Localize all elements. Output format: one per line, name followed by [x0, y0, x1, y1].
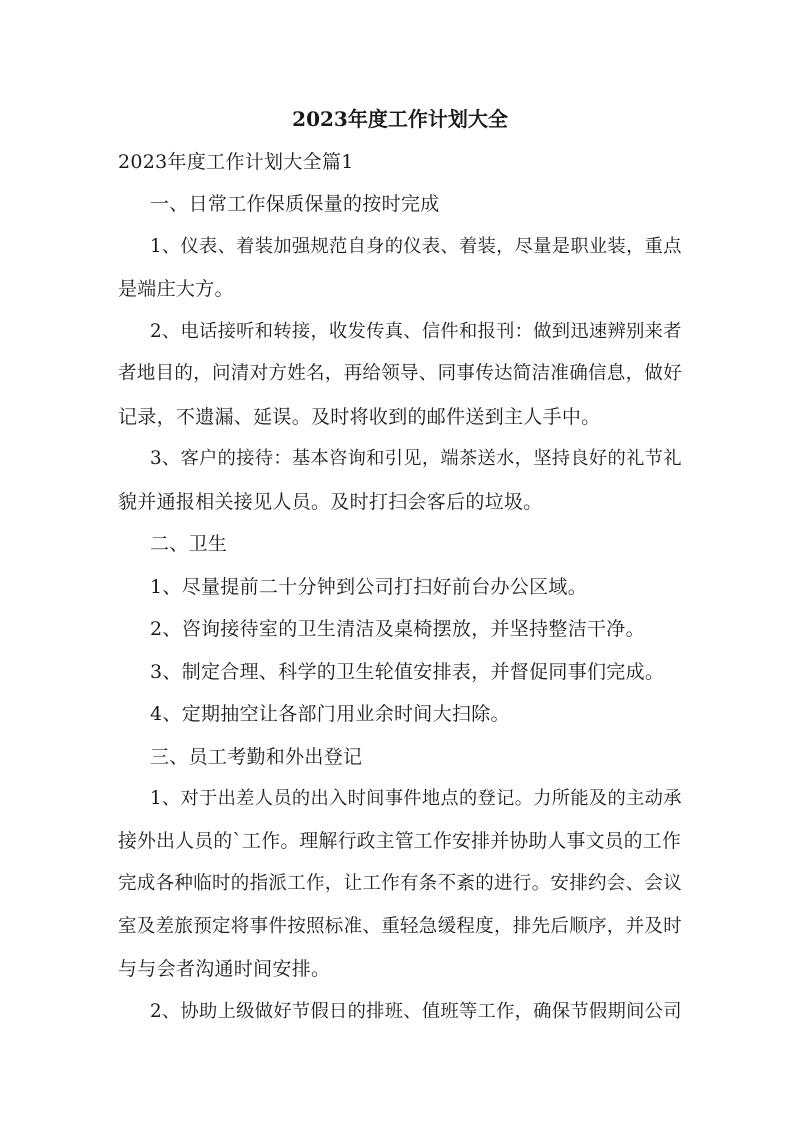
paragraph-line: 4、定期抽空让各部门用业余时间大扫除。: [150, 703, 510, 725]
paragraph-line: 是端庄大方。: [118, 278, 234, 300]
paragraph-line: 貌并通报相关接见人员。及时打扫会客后的垃圾。: [118, 491, 543, 513]
paragraph-line: 2、电话接听和转接，收发传真、信件和报刊：做到迅速辨别来者: [150, 321, 682, 342]
paragraph-line: 完成各种临时的指派工作，让工作有条不紊的进行。安排约会、会议: [118, 873, 683, 894]
paragraph-line: 与与会者沟通时间安排。: [118, 958, 331, 980]
paragraph-line: 者地目的，问清对方姓名，再给领导、同事传达简洁准确信息，做好: [118, 363, 683, 384]
paragraph-line: 室及差旅预定将事件按照标准、重轻急缓程度，排先后顺序，并及时: [118, 916, 683, 937]
paragraph-line: 3、客户的接待：基本咨询和引见，端茶送水，坚持良好的礼节礼: [150, 448, 682, 469]
section-heading: 三、员工考勤和外出登记: [150, 746, 363, 768]
paragraph-line: 2、协助上级做好节假日的排班、值班等工作，确保节假期间公司: [150, 1001, 682, 1022]
paragraph-line: 记录，不遗漏、延误。及时将收到的邮件送到主人手中。: [118, 406, 601, 428]
paragraph-line: 1、仪表、着装加强规范自身的仪表、着装，尽量是职业装，重点: [150, 236, 682, 257]
paragraph-line: 2、咨询接待室的卫生清洁及桌椅摆放，并坚持整洁干净。: [150, 618, 645, 640]
paragraph-line: 1、对于出差人员的出入时间事件地点的登记。力所能及的主动承: [150, 788, 682, 809]
section-heading: 一、日常工作保质保量的按时完成: [150, 193, 440, 215]
document-subtitle: 2023年度工作计划大全篇1: [118, 151, 354, 173]
paragraph-line: 接外出人员的`工作。理解行政主管工作安排并协助人事文员的工作: [118, 831, 682, 852]
document-title: 2023年度工作计划大全: [292, 107, 508, 131]
paragraph-line: 1、尽量提前二十分钟到公司打扫好前台办公区域。: [150, 576, 587, 598]
section-heading: 二、卫生: [150, 533, 228, 555]
paragraph-line: 3、制定合理、科学的卫生轮值安排表，并督促同事们完成。: [150, 661, 665, 683]
